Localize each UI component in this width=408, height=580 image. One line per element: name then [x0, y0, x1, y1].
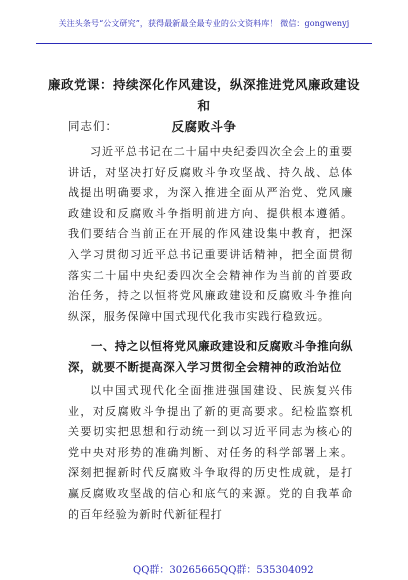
footer-qq-group-2: QQ群：535304092 — [220, 565, 314, 576]
greeting: 同志们： — [68, 119, 118, 133]
section-heading-1: 一、持之以恒将党风廉政建设和反腐败斗争推向纵深，就要不断提高深入学习贯彻全会精神的政治站位 — [68, 339, 353, 374]
header-divider — [36, 43, 372, 44]
body-paragraph-2: 以中国式现代化全面推进强国建设、民族复兴伟业，对反腐败斗争提出了新的更高要求。纪检监察机关要切实把思想和行动统一到以习近平同志为核心的党中央对形势的准确判断、对任务的科学部署上来。深刻把握新时代反腐败斗争取得的历史性成就，是打赢反腐败攻坚战的信心和底气的来源。党的自我革命的百年经验为新时代新征程打 — [68, 384, 353, 521]
body-paragraph-1: 习近平总书记在二十届中央纪委四次全会上的重要讲话，对坚决打好反腐败斗争攻坚战、持久战、总体战提出明确要求，为深入推进全面从严治党、党风廉政建设和反腐败斗争指明前进方向、提供根本遵循。我们要结合当前正在开展的作风建设集中教育，把深入学习贯彻习近平总书记重要讲话精神，把全面贯彻落实二十届中央纪委四次全会精神作为当前的首要政治任务，持之以恒将党风廉政建设和反腐败斗争推向纵深，服务保障中国式现代化我市实践行稳致远。 — [68, 145, 353, 323]
header-note: 关注头条号“公文研究”，获得最新最全最专业的公文资料库！ 微信：gongwenyj — [58, 19, 350, 28]
footer-qq-group-1: QQ群：30265665 — [133, 565, 221, 576]
title-line-2: 反腐败斗争 — [171, 119, 237, 134]
title-line-1: 廉政党课：持续深化作风建设，纵深推进党风廉政建设和 — [47, 77, 360, 113]
